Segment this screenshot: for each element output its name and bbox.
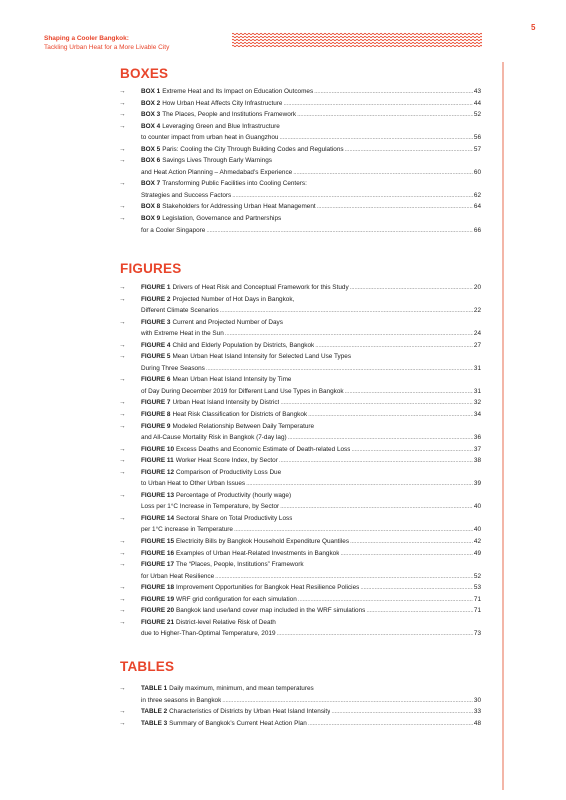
- entry-label: FIGURE 20: [141, 607, 175, 615]
- entry-title: Excess Deaths and Economic Estimate of Death-related Loss: [176, 445, 351, 453]
- arrow-right-icon: →: [119, 607, 126, 615]
- entry-label: FIGURE 3: [141, 318, 171, 326]
- toc-entry[interactable]: [0, 374, 566, 386]
- entry-title: for Urban Heat Resilience: [141, 572, 215, 580]
- entry-label: BOX 7: [141, 180, 161, 188]
- entry-page-number: 60: [473, 168, 481, 176]
- figures-list: [0, 282, 566, 640]
- toc-entry[interactable]: [0, 167, 566, 179]
- entry-label: TABLE 3: [141, 719, 168, 727]
- toc-entry[interactable]: [0, 144, 566, 156]
- dot-leader: [279, 455, 473, 467]
- toc-entry[interactable]: [0, 386, 566, 398]
- entry-page-number: 40: [473, 503, 481, 511]
- entry-page-number: 30: [473, 696, 481, 704]
- entry-title: with Extreme Heat in the Sun: [141, 330, 224, 338]
- toc-entry[interactable]: [0, 351, 566, 363]
- toc-entry[interactable]: [0, 467, 566, 479]
- entry-title: Bangkok land use/land cover map included in the WRF simulations: [176, 607, 366, 615]
- arrow-right-icon: →: [119, 145, 126, 153]
- dot-leader: [308, 409, 473, 421]
- entry-label: FIGURE 13: [141, 491, 175, 499]
- entry-page-number: 27: [473, 341, 481, 349]
- entry-page-number: 64: [473, 203, 481, 211]
- dot-leader: [315, 340, 473, 352]
- entry-label: FIGURE 10: [141, 445, 175, 453]
- dot-leader: [246, 478, 473, 490]
- entry-title: During Three Seasons: [141, 364, 205, 372]
- entry-label: FIGURE 1: [141, 284, 171, 291]
- entry-label: FIGURE 6: [141, 376, 171, 384]
- section-heading-figures: FIGURES: [120, 261, 182, 276]
- toc-entry[interactable]: [0, 524, 566, 536]
- entry-page-number: 32: [473, 399, 481, 407]
- toc-entry[interactable]: [0, 628, 566, 640]
- arrow-right-icon: →: [119, 157, 126, 165]
- entry-label: FIGURE 12: [141, 468, 175, 476]
- arrow-right-icon: →: [119, 180, 126, 188]
- entry-label: FIGURE 16: [141, 549, 175, 557]
- arrow-right-icon: →: [119, 618, 126, 626]
- dot-leader: [340, 548, 472, 560]
- entry-page-number: 56: [473, 134, 481, 142]
- entry-label: FIGURE 19: [141, 595, 175, 603]
- entry-label: FIGURE 11: [141, 457, 174, 465]
- toc-entry[interactable]: [0, 328, 566, 340]
- dot-leader: [297, 109, 473, 121]
- toc-entry[interactable]: [0, 294, 566, 306]
- entry-page-number: 73: [473, 630, 481, 638]
- toc-entry[interactable]: [0, 718, 566, 730]
- entry-title: Legislation, Governance and Partnerships: [162, 215, 282, 223]
- entry-page-number: 40: [473, 526, 481, 534]
- entry-title: The “Places, People, Institutions” Framework: [176, 561, 304, 569]
- dot-leader: [220, 305, 473, 317]
- dot-leader: [215, 571, 473, 583]
- entry-title: for a Cooler Singapore: [141, 226, 206, 234]
- dot-leader: [283, 98, 472, 110]
- entry-page-number: 34: [473, 411, 481, 419]
- entry-title: Drivers of Heat Risk and Conceptual Framework for this Study: [172, 284, 349, 291]
- arrow-right-icon: →: [119, 203, 126, 211]
- entry-title: Extreme Heat and Its Impact on Education Outcomes: [162, 88, 314, 95]
- page-number: 5: [531, 23, 536, 32]
- wave-line: [232, 36, 482, 37]
- tables-list: [0, 683, 566, 729]
- dot-leader: [277, 628, 473, 640]
- arrow-right-icon: →: [119, 99, 126, 107]
- entry-title: and Heat Action Planning – Ahmedabad’s Experience: [141, 168, 293, 176]
- entry-page-number: 48: [473, 719, 481, 727]
- toc-entry[interactable]: [0, 421, 566, 433]
- entry-label: TABLE 1: [141, 685, 168, 692]
- entry-title: Daily maximum, minimum, and mean temperatures: [169, 685, 314, 692]
- entry-title: District-level Relative Risk of Death: [176, 618, 276, 626]
- dot-leader: [293, 167, 473, 179]
- entry-label: BOX 6: [141, 157, 161, 165]
- dot-leader: [350, 282, 473, 294]
- entry-title: of Day During December 2019 for Different Land Use Types in Bangkok: [141, 387, 344, 395]
- entry-title: Projected Number of Hot Days in Bangkok,: [172, 295, 295, 303]
- wave-line: [232, 45, 482, 46]
- entry-page-number: 31: [473, 364, 481, 372]
- toc-entry[interactable]: [0, 571, 566, 583]
- entry-title: WRF grid configuration for each simulation: [176, 595, 297, 603]
- boxes-list: [0, 86, 566, 236]
- entry-label: BOX 9: [141, 215, 161, 223]
- entry-page-number: 42: [473, 538, 481, 546]
- toc-entry[interactable]: [0, 501, 566, 513]
- arrow-right-icon: →: [119, 422, 126, 430]
- header-title: Shaping a Cooler Bangkok:: [44, 35, 129, 42]
- toc-entry[interactable]: [0, 594, 566, 606]
- toc-entry[interactable]: [0, 178, 566, 190]
- section-heading-tables: TABLES: [120, 659, 175, 674]
- entry-title: Summary of Bangkok’s Current Heat Action Plan: [169, 719, 307, 727]
- dot-leader: [366, 605, 473, 617]
- dot-leader: [317, 201, 473, 213]
- entry-page-number: 39: [473, 480, 481, 488]
- entry-title: Heat Risk Classification for Districts of Bangkok: [172, 411, 308, 419]
- entry-page-number: 52: [473, 572, 481, 580]
- toc-entry[interactable]: [0, 132, 566, 144]
- dot-leader: [314, 86, 473, 98]
- arrow-right-icon: →: [119, 111, 126, 119]
- arrow-right-icon: →: [119, 215, 126, 223]
- dot-leader: [351, 444, 472, 456]
- entry-label: FIGURE 17: [141, 561, 175, 569]
- arrow-right-icon: →: [119, 88, 126, 95]
- entry-title: Urban Heat Island Intensity by District: [172, 399, 280, 407]
- entry-page-number: 37: [473, 445, 481, 453]
- entry-page-number: 71: [473, 595, 481, 603]
- arrow-right-icon: →: [119, 445, 126, 453]
- toc-entry[interactable]: [0, 582, 566, 594]
- toc-entry[interactable]: [0, 317, 566, 329]
- entry-title: per 1°C increase in Temperature: [141, 526, 233, 534]
- entry-label: FIGURE 7: [141, 399, 171, 407]
- arrow-right-icon: →: [119, 719, 126, 727]
- toc-entry[interactable]: [0, 397, 566, 409]
- entry-title: Strategies and Success Factors: [141, 191, 232, 199]
- entry-label: BOX 5: [141, 145, 161, 153]
- entry-title: Child and Elderly Population by Districts, Bangkok: [172, 341, 315, 349]
- entry-page-number: 66: [473, 226, 481, 234]
- entry-title: Transforming Public Facilities into Cooling Centers:: [162, 180, 307, 188]
- entry-title: Improvement Opportunities for Bangkok Heat Resilience Policies: [176, 584, 360, 592]
- entry-label: FIGURE 2: [141, 295, 171, 303]
- entry-label: BOX 8: [141, 203, 161, 211]
- entry-label: TABLE 2: [141, 708, 168, 716]
- toc-entry[interactable]: [0, 340, 566, 352]
- toc-entry[interactable]: [0, 444, 566, 456]
- toc-entry[interactable]: [0, 213, 566, 225]
- toc-entry[interactable]: [0, 706, 566, 718]
- entry-title: and All-Cause Mortality Risk in Bangkok (7-day lag): [141, 434, 287, 442]
- toc-entry[interactable]: [0, 121, 566, 133]
- dot-leader: [288, 432, 473, 444]
- entry-title: The Places, People and Institutions Framework: [162, 111, 297, 119]
- entry-label: BOX 3: [141, 111, 161, 119]
- entry-title: Worker Heat Score Index, by Sector: [175, 457, 278, 465]
- arrow-right-icon: →: [119, 584, 126, 592]
- section-heading-boxes: BOXES: [120, 66, 169, 81]
- entry-page-number: 20: [473, 284, 481, 291]
- entry-title: Examples of Urban Heat-Related Investments in Bangkok: [176, 549, 340, 557]
- toc-entry[interactable]: [0, 548, 566, 560]
- arrow-right-icon: →: [119, 411, 126, 419]
- wave-line: [232, 39, 482, 40]
- entry-title: Current and Projected Number of Days: [172, 318, 283, 326]
- toc-entry[interactable]: [0, 432, 566, 444]
- wave-pattern-icon: [232, 32, 482, 48]
- arrow-right-icon: →: [119, 685, 126, 692]
- arrow-right-icon: →: [119, 284, 126, 291]
- entry-page-number: 49: [473, 549, 481, 557]
- toc-entry[interactable]: [0, 513, 566, 525]
- arrow-right-icon: →: [119, 353, 126, 361]
- entry-page-number: 31: [473, 387, 481, 395]
- entry-title: Loss per 1°C Increase in Temperature, by Sector: [141, 503, 280, 511]
- entry-title: Savings Lives Through Early Warnings: [162, 157, 272, 165]
- toc-entry[interactable]: [0, 559, 566, 571]
- entry-page-number: 36: [473, 434, 481, 442]
- dot-leader: [345, 144, 473, 156]
- header-subtitle: Tackling Urban Heat for a More Livable City: [44, 44, 170, 51]
- dot-leader: [280, 501, 473, 513]
- arrow-right-icon: →: [119, 708, 126, 716]
- toc-entry[interactable]: [0, 201, 566, 213]
- toc-entry[interactable]: [0, 109, 566, 121]
- arrow-right-icon: →: [119, 549, 126, 557]
- toc-entry[interactable]: [0, 409, 566, 421]
- entry-page-number: 24: [473, 330, 481, 338]
- entry-label: FIGURE 8: [141, 411, 171, 419]
- entry-page-number: 38: [473, 457, 481, 465]
- toc-entry[interactable]: [0, 225, 566, 237]
- entry-title: Leveraging Green and Blue Infrastructure: [162, 122, 280, 130]
- toc-entry[interactable]: [0, 363, 566, 375]
- entry-title: Mean Urban Heat Island Intensity for Selected Land Use Types: [172, 353, 352, 361]
- entry-label: FIGURE 21: [141, 618, 175, 626]
- toc-entry[interactable]: [0, 86, 566, 98]
- dot-leader: [232, 190, 473, 202]
- entry-title: Electricity Bills by Bangkok Household Expenditure Quantiles: [176, 538, 350, 546]
- entry-label: FIGURE 9: [141, 422, 171, 430]
- arrow-right-icon: →: [119, 122, 126, 130]
- dot-leader: [360, 582, 473, 594]
- entry-label: BOX 1: [141, 88, 161, 95]
- toc-entry[interactable]: [0, 683, 566, 695]
- toc-entry[interactable]: [0, 617, 566, 629]
- entry-label: FIGURE 14: [141, 514, 175, 522]
- entry-title: How Urban Heat Affects City Infrastructure: [162, 99, 283, 107]
- arrow-right-icon: →: [119, 376, 126, 384]
- toc-entry[interactable]: [0, 490, 566, 502]
- arrow-right-icon: →: [119, 491, 126, 499]
- dot-leader: [308, 718, 473, 730]
- entry-page-number: 62: [473, 191, 481, 199]
- dot-leader: [234, 524, 473, 536]
- toc-entry[interactable]: [0, 695, 566, 707]
- entry-page-number: 52: [473, 111, 481, 119]
- entry-title: Mean Urban Heat Island Intensity by Time: [172, 376, 292, 384]
- arrow-right-icon: →: [119, 468, 126, 476]
- toc-entry[interactable]: [0, 536, 566, 548]
- entry-label: FIGURE 15: [141, 538, 175, 546]
- arrow-right-icon: →: [119, 595, 126, 603]
- wave-line: [232, 33, 482, 34]
- dot-leader: [298, 594, 473, 606]
- entry-page-number: 53: [473, 584, 481, 592]
- entry-label: BOX 4: [141, 122, 161, 130]
- entry-page-number: 22: [473, 307, 481, 315]
- arrow-right-icon: →: [119, 341, 126, 349]
- entry-page-number: 57: [473, 145, 481, 153]
- entry-title: Paris: Cooling the City Through Building Codes and Regulations: [162, 145, 344, 153]
- arrow-right-icon: →: [119, 457, 126, 465]
- entry-label: FIGURE 5: [141, 353, 171, 361]
- dot-leader: [225, 328, 473, 340]
- dot-leader: [280, 397, 472, 409]
- dot-leader: [331, 706, 472, 718]
- arrow-right-icon: →: [119, 514, 126, 522]
- entry-title: to counter impact from urban heat in Guangzhou: [141, 134, 279, 142]
- dot-leader: [206, 225, 473, 237]
- entry-title: Comparison of Productivity Loss Due: [176, 468, 282, 476]
- entry-label: BOX 2: [141, 99, 161, 107]
- entry-page-number: 33: [473, 708, 481, 716]
- toc-entry[interactable]: [0, 455, 566, 467]
- arrow-right-icon: →: [119, 538, 126, 546]
- dot-leader: [350, 536, 473, 548]
- entry-page-number: 44: [473, 99, 481, 107]
- arrow-right-icon: →: [119, 561, 126, 569]
- arrow-right-icon: →: [119, 295, 126, 303]
- dot-leader: [222, 695, 473, 707]
- toc-entry[interactable]: [0, 98, 566, 110]
- entry-title: to Urban Heat to Other Urban Issues: [141, 480, 246, 488]
- toc-entry[interactable]: [0, 282, 566, 294]
- entry-page-number: 71: [473, 607, 481, 615]
- toc-entry[interactable]: [0, 478, 566, 490]
- arrow-right-icon: →: [119, 399, 126, 407]
- entry-title: due to Higher-Than-Optimal Temperature, 2019: [141, 630, 276, 638]
- entry-title: in three seasons in Bangkok: [141, 696, 222, 704]
- dot-leader: [206, 363, 473, 375]
- entry-title: Modeled Relationship Between Daily Temperature: [172, 422, 315, 430]
- dot-leader: [279, 132, 472, 144]
- toc-entry[interactable]: [0, 155, 566, 167]
- wave-line: [232, 42, 482, 43]
- dot-leader: [345, 386, 473, 398]
- toc-entry[interactable]: [0, 305, 566, 317]
- entry-page-number: 43: [473, 88, 481, 95]
- entry-title: Percentage of Productivity (hourly wage): [176, 491, 292, 499]
- arrow-right-icon: →: [119, 318, 126, 326]
- entry-title: Different Climate Scenarios: [141, 307, 219, 315]
- running-header: [44, 34, 169, 52]
- entry-label: FIGURE 4: [141, 341, 171, 349]
- entry-title: Characteristics of Districts by Urban Heat Island Intensity: [169, 708, 331, 716]
- toc-entry[interactable]: [0, 190, 566, 202]
- entry-title: Sectoral Share on Total Productivity Loss: [176, 514, 293, 522]
- entry-label: FIGURE 18: [141, 584, 175, 592]
- toc-entry[interactable]: [0, 605, 566, 617]
- entry-title: Stakeholders for Addressing Urban Heat Management: [162, 203, 316, 211]
